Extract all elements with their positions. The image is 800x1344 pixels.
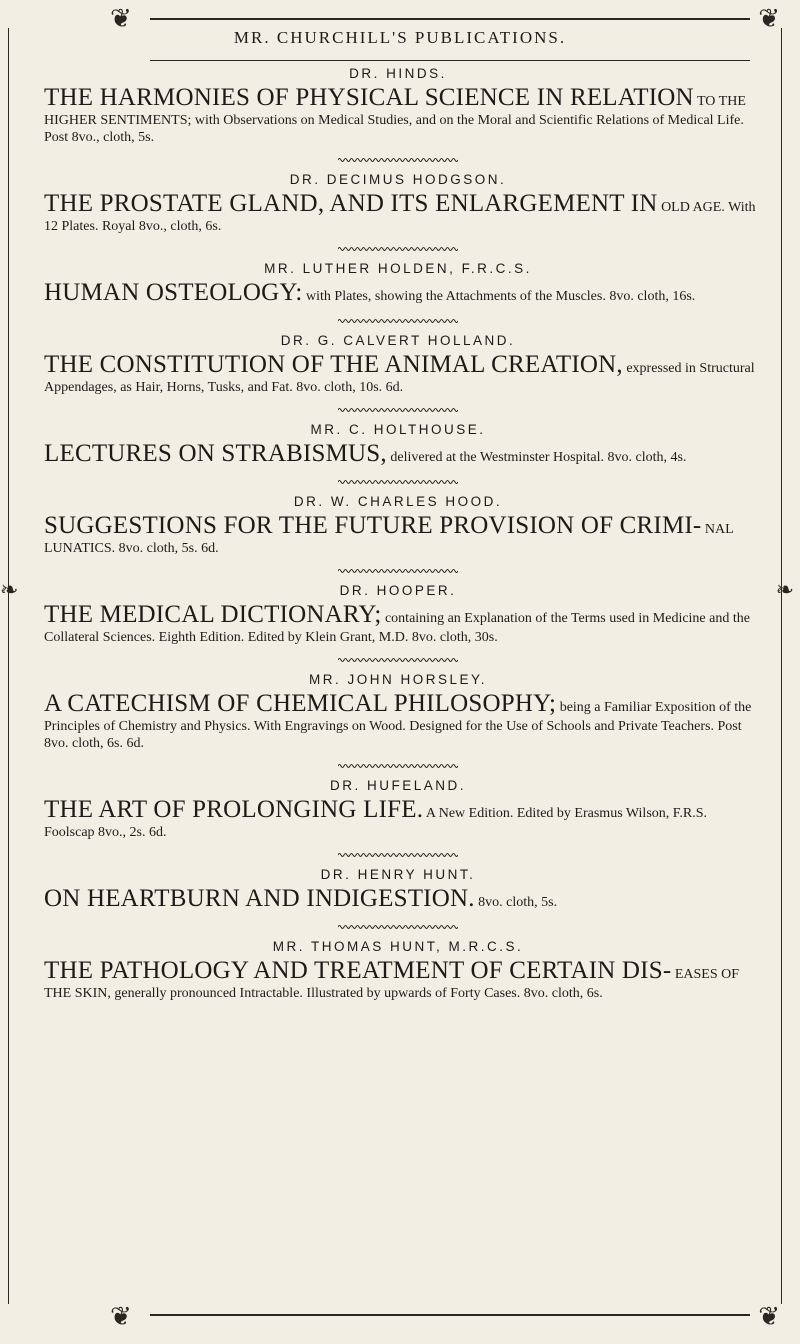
wavy-divider: [338, 317, 458, 325]
entry-description: TO THE HIGHER SENTIMENTS; with Observations on Medical Studies, and on the Moral and Scientific Relations of Medical Life. Post 8vo., cloth, 5s.: [44, 94, 746, 145]
right-border-rule: [781, 28, 782, 1304]
entry-author: DR. HENRY HUNT.: [320, 867, 476, 882]
entry-body: [44, 84, 760, 146]
left-border-rule: [8, 28, 9, 1304]
catalogue-entry: [36, 583, 760, 646]
catalogue-entry: [36, 172, 760, 235]
entry-body: [44, 796, 760, 841]
entry-description: A New Edition. Edited by Erasmus Wilson, F.R.S. Foolscap 8vo., 2s. 6d.: [44, 806, 708, 840]
corner-ornament-icon: ❦: [110, 1302, 132, 1332]
entry-title: LECTURES ON STRABISMUS,: [44, 440, 387, 467]
corner-ornament-icon: ❦: [110, 4, 132, 34]
entry-title: SUGGESTIONS FOR THE FUTURE PROVISION OF CRIMI-: [44, 512, 702, 539]
corner-ornament-icon: ❦: [758, 4, 780, 34]
entry-body: [44, 601, 760, 646]
entry-description: delivered at the Westminster Hospital. 8vo. cloth, 4s.: [390, 450, 687, 465]
entry-author: DR. HINDS.: [349, 66, 447, 81]
running-head: MR. CHURCHILL'S PUBLICATIONS.: [233, 28, 567, 47]
wavy-divider: [338, 851, 458, 859]
header-rule: [150, 60, 750, 61]
wavy-divider: [338, 156, 458, 164]
catalogue-entry: [36, 867, 760, 913]
entry-title: A CATECHISM OF CHEMICAL PHILOSOPHY;: [44, 690, 557, 717]
top-border-rule: [150, 18, 750, 20]
catalogue-list: [36, 66, 760, 1006]
entry-author: DR. G. CALVERT HOLLAND.: [280, 333, 516, 348]
catalogue-entry: [36, 422, 760, 468]
entry-body: [44, 957, 760, 1002]
catalogue-entry: [36, 494, 760, 557]
wavy-divider: [338, 923, 458, 931]
entry-title: THE ART OF PROLONGING LIFE.: [44, 796, 424, 823]
entry-title: THE HARMONIES OF PHYSICAL SCIENCE IN RELATION: [44, 84, 694, 111]
catalogue-entry: [36, 261, 760, 307]
catalogue-entry: [36, 672, 760, 752]
entry-author: DR. DECIMUS HODGSON.: [289, 172, 507, 187]
entry-description: NAL LUNATICS. 8vo. cloth, 5s. 6d.: [44, 522, 734, 556]
entry-body: [44, 279, 760, 307]
entry-author: MR. LUTHER HOLDEN, F.R.C.S.: [264, 261, 532, 276]
side-ornament-icon: ❧: [0, 578, 19, 603]
entry-title: THE CONSTITUTION OF THE ANIMAL CREATION,: [44, 351, 623, 378]
wavy-divider: [338, 245, 458, 253]
catalogue-entry: [36, 939, 760, 1002]
entry-author: MR. JOHN HORSLEY.: [308, 672, 488, 687]
entry-body: [44, 885, 760, 913]
entry-description: being a Familiar Exposition of the Principles of Chemistry and Physics. With Engravings on Wood. Designed for the Use of Schools and Private Teachers. Post 8vo. cloth, 6s. 6d.: [44, 700, 752, 751]
catalogue-entry: [36, 778, 760, 841]
entry-author: DR. HOOPER.: [339, 583, 457, 598]
entry-body: [44, 512, 760, 557]
entry-title: ON HEARTBURN AND INDIGESTION.: [44, 885, 475, 912]
entry-title: THE MEDICAL DICTIONARY;: [44, 601, 382, 628]
entry-body: [44, 190, 760, 235]
entry-description: expressed in Structural Appendages, as Hair, Horns, Tusks, and Fat. 8vo. cloth, 10s. 6d.: [44, 361, 755, 395]
entry-description: EASES OF THE SKIN, generally pronounced Intractable. Illustrated by upwards of Forty Cases. 8vo. cloth, 6s.: [44, 967, 740, 1001]
side-ornament-icon: ❧: [775, 578, 794, 603]
wavy-divider: [338, 406, 458, 414]
entry-body: [44, 690, 760, 752]
entry-author: MR. C. HOLTHOUSE.: [310, 422, 486, 437]
bottom-border-rule: [150, 1314, 750, 1316]
entry-title: THE PATHOLOGY AND TREATMENT OF CERTAIN DIS-: [44, 957, 672, 984]
entry-body: [44, 351, 760, 396]
entry-description: containing an Explanation of the Terms used in Medicine and the Collateral Sciences. Eighth Edition. Edited by Klein Grant, M.D. 8vo. cloth, 30s.: [44, 611, 750, 645]
entry-description: 8vo. cloth, 5s.: [478, 895, 558, 910]
entry-description: with Plates, showing the Attachments of the Muscles. 8vo. cloth, 16s.: [306, 289, 696, 304]
corner-ornament-icon: ❦: [758, 1302, 780, 1332]
entry-author: MR. THOMAS HUNT, M.R.C.S.: [272, 939, 524, 954]
catalogue-entry: [36, 333, 760, 396]
wavy-divider: [338, 567, 458, 575]
entry-author: DR. HUFELAND.: [329, 778, 466, 793]
entry-title: HUMAN OSTEOLOGY:: [44, 279, 303, 306]
wavy-divider: [338, 656, 458, 664]
entry-description: OLD AGE. With 12 Plates. Royal 8vo., cloth, 6s.: [44, 200, 756, 234]
wavy-divider: [338, 762, 458, 770]
wavy-divider: [338, 478, 458, 486]
entry-title: THE PROSTATE GLAND, AND ITS ENLARGEMENT IN: [44, 190, 658, 217]
entry-body: [44, 440, 760, 468]
entry-author: DR. W. CHARLES HOOD.: [293, 494, 503, 509]
catalogue-entry: [36, 66, 760, 146]
